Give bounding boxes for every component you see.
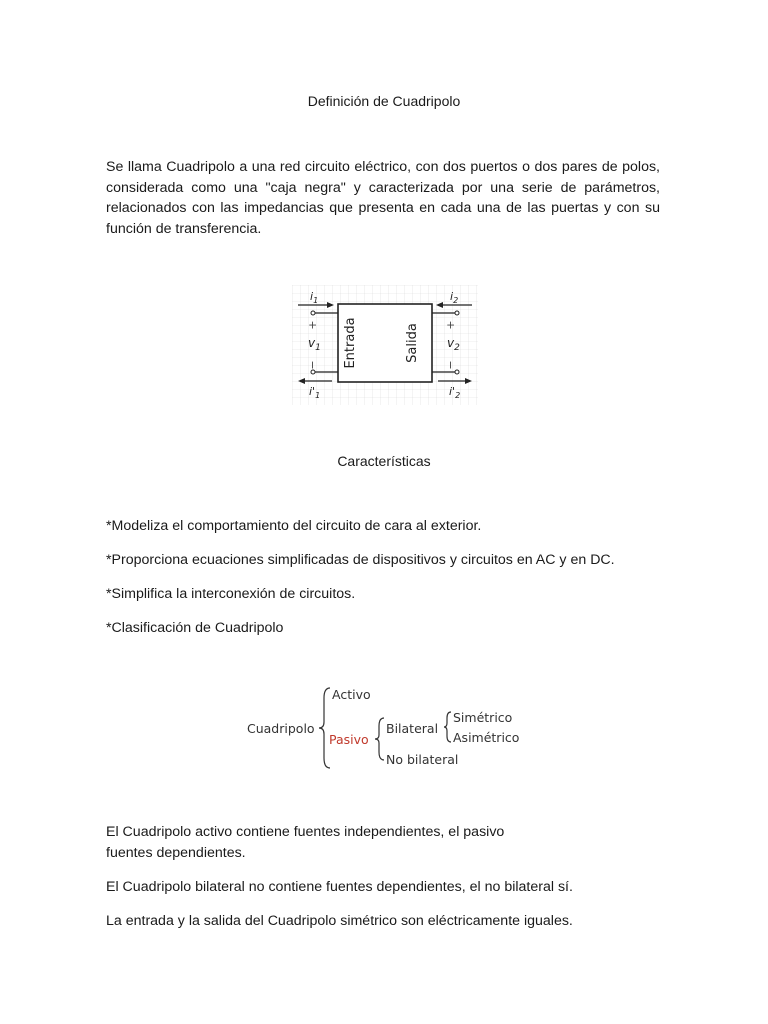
page-title: Definición de Cuadripolo: [307, 93, 461, 109]
terminal-2-top: [455, 311, 459, 315]
two-port-svg: [292, 285, 478, 405]
paragraph-symmetric: La entrada y la salida del Cuadripolo simétrico son eléctricamente iguales.: [106, 913, 573, 929]
paragraph-active-line1: El Cuadripolo activo contiene fuentes independientes, el pasivo: [106, 824, 505, 840]
label-i1p: $i'_1$: [309, 385, 321, 400]
classification-tree: [244, 684, 534, 772]
paragraph-bilateral: El Cuadripolo bilateral no contiene fuentes dependientes, el no bilateral sí.: [106, 879, 573, 895]
bullet-item: *Simplifica la interconexión de circuitos.: [106, 586, 356, 602]
two-port-diagram: [292, 285, 478, 405]
brace-root: [319, 688, 330, 768]
terminal-2-bottom: [455, 370, 459, 374]
label-v1: $v_1$: [308, 336, 321, 353]
tree-root: Cuadripolo: [247, 721, 315, 736]
bullet-item: *Clasificación de Cuadripolo: [106, 620, 284, 636]
terminal-1-bottom: [311, 370, 315, 374]
brace-pasivo: [375, 718, 384, 760]
tree-bilateral: Bilateral: [386, 721, 439, 736]
minus-left: −: [306, 360, 319, 370]
intro-paragraph: Se llama Cuadripolo a una red circuito eléctrico, con dos puertos o dos pares de polos, considerada como una "caja negra" y caracterizada por una serie de parámetros, relacionados con las impedancias que presenta en cada una de las puertas y con su función de transferencia.: [106, 159, 660, 237]
plus-right: +: [444, 320, 457, 330]
box-left-label: Entrada: [343, 317, 358, 369]
label-i1: $i_1$: [310, 290, 319, 305]
paragraph-active-line2: fuentes dependientes.: [106, 845, 246, 861]
tree-asimetrico: Asimétrico: [453, 730, 520, 745]
bullet-item: *Proporciona ecuaciones simplificadas de dispositivos y circuitos en AC y en DC.: [106, 552, 615, 568]
tree-simetrico: Simétrico: [453, 710, 513, 725]
label-i2: $i_2$: [450, 290, 459, 305]
tree-pasivo: Pasivo: [329, 732, 369, 747]
section-title: Características: [337, 453, 431, 469]
label-i2p: $i'_2$: [449, 385, 461, 400]
terminal-1-top: [311, 311, 315, 315]
box-right-label: Salida: [405, 323, 420, 363]
plus-left: +: [306, 320, 319, 330]
tree-activo: Activo: [332, 687, 371, 702]
label-v2: $v_2$: [447, 336, 460, 353]
brace-bilateral: [444, 712, 451, 742]
tree-no-bilateral: No bilateral: [386, 752, 459, 767]
minus-right: −: [444, 360, 457, 370]
bullet-item: *Modeliza el comportamiento del circuito de cara al exterior.: [106, 518, 482, 534]
